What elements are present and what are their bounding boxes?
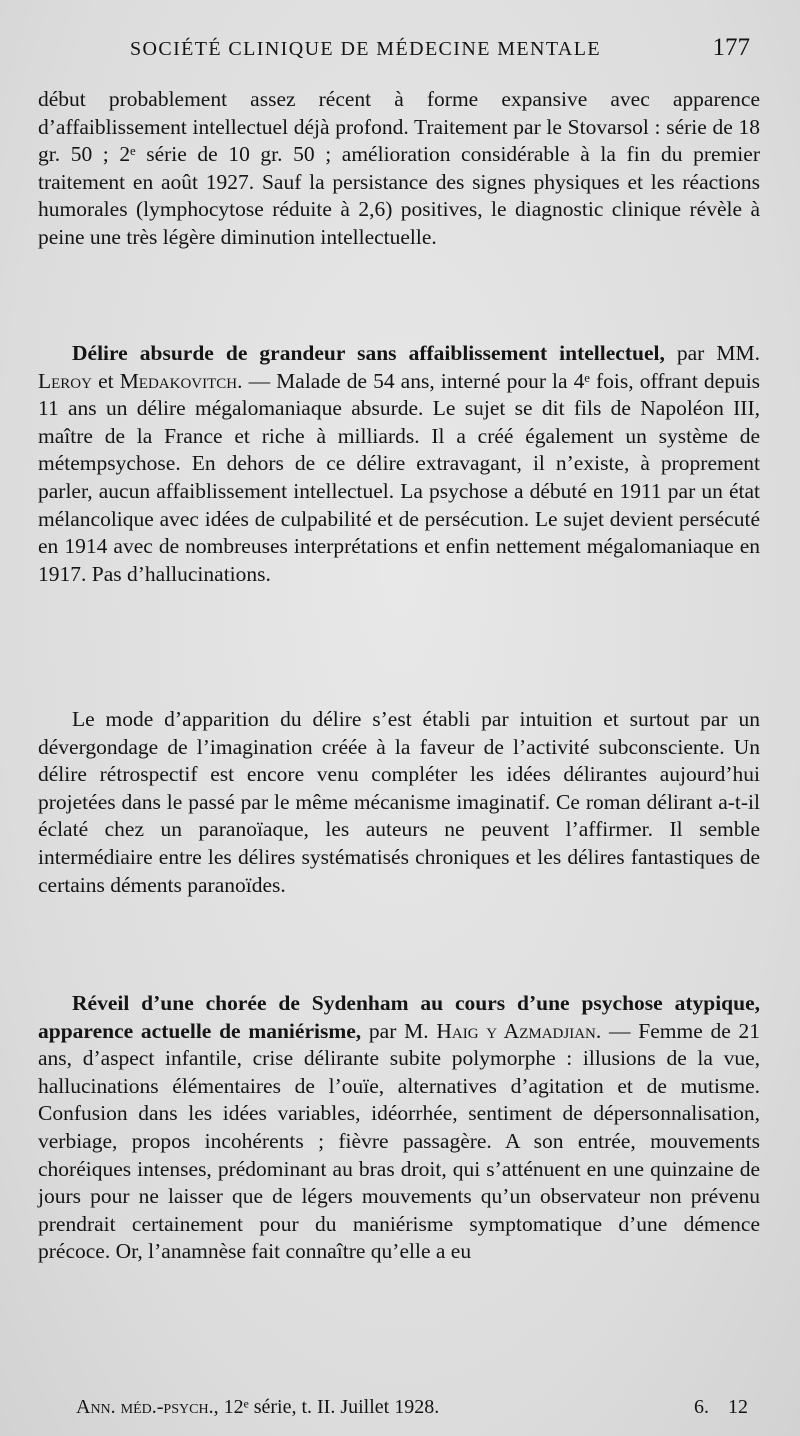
paragraph-case-leroy [38,340,760,588]
paragraph-text: — Malade de 54 ans, interné pour la 4ᵉ fois, offrant depuis 11 ans un délire mégalomaniaque absurde. Le sujet se dit fils de Napoléon III, maître de la France et riche à milliards. Il a créé également un système de métempsychose. En dehors de ce délire extravagant, il n’existe, à proprement parler, aucun affaiblissement intellectuel. La psychose a débuté en 1911 par un état mélancolique avec idées de culpabilité et de persécution. Le sujet devient persécuté en 1914 avec de nombreuses interprétations et enfin nettement mégalomaniaque en 1917. Pas d’hallucinations. [38,368,761,586]
page-number: 177 [712,34,750,61]
running-head [130,34,750,64]
case-heading: Délire absurde de grandeur sans affaiblissement intellectuel, [72,341,665,365]
journal-citation [76,1396,439,1419]
byline-prefix: par MM. [676,341,760,365]
printer-signature: 6. 12 [694,1396,748,1418]
paragraph-text: Le mode d’apparition du délire s’est établi par intuition et surtout par un dévergondage de l’imagination créée à la faveur de l’activité subconsciente. Un délire rétrospectif est encore venu compléter les idées délirantes aujourd’hui projetées dans le passé par le même mécanisme imaginatif. Ce roman délirant a-t-il éclaté chez un paranoïaque, les auteurs ne peuvent l’affirmer. Il semble intermédiaire entre les délires systématisés chroniques et les délires fantastiques de certains déments paranoïdes. [38,707,760,897]
journal-abbreviation: Ann. méd.-psych., [76,1396,219,1418]
author-name: Medakovitch. [119,368,243,393]
case-heading: Réveil d’une chorée de Sydenham au cours d’une psychose atypique, apparence actuelle de maniérisme, [38,991,760,1043]
paragraph-text: — Femme de 21 ans, d’aspect infantile, crise délirante subite polymorphe : illusions de la vue, hallucinations élémentaires de l’ouïe, alternatives d’agitation et de mutisme. Confusion dans les idées variables, idéorrhée, sentiment de dépersonnalisation, verbiage, propos incohérents ; fièvre passagère. A son entrée, mouvements choréiques intenses, prédominant au bras droit, qui s’atténuent en une quinzaine de jours pour ne laisser que de légers mouvements qu’un observateur non prévenu prendrait certainement pour du maniérisme symptomatique d’une démence précoce. Or, l’anamnèse fait connaître qu’elle a eu [38,1018,761,1264]
running-title: SOCIÉTÉ CLINIQUE DE MÉDECINE MENTALE [130,38,601,60]
byline-prefix: par M. [368,1018,429,1043]
citation-details: 12ᵉ série, t. II. Juillet 1928. [223,1396,440,1418]
paragraph-continuation [38,86,760,252]
page-footer [76,1396,748,1424]
byline-conjunction: et [98,368,114,393]
paragraph-text: début probablement assez récent à forme expansive avec apparence d’affaiblissement intellectuel déjà profond. Traitement par le Stovarsol : série de 18 gr. 50 ; 2ᵉ série de 10 gr. 50 ; amélioration considérable à la fin du premier traitement en août 1927. Sauf la persistance des signes physiques et les réactions humorales (lymphocytose réduite à 2,6) positives, le diagnostic clinique révèle à peine une très légère diminution intellectuelle. [38,87,760,249]
paragraph-discussion [38,706,760,899]
author-name: Haig y Azmadjian. [436,1018,602,1043]
paragraph-case-haig [38,990,760,1266]
author-name: Leroy [38,368,92,393]
